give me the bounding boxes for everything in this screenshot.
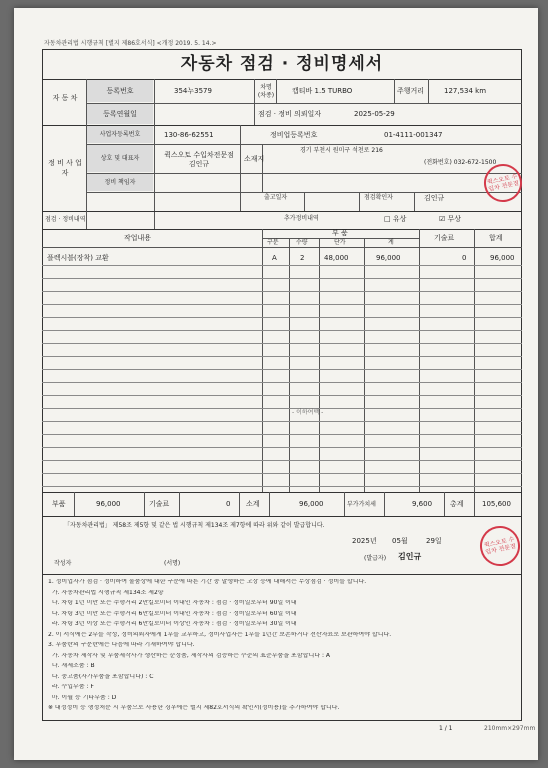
odometer-value: 127,534 km bbox=[444, 87, 487, 95]
bizno-value: 130-86-62551 bbox=[164, 131, 214, 139]
total-parts-label: 부품 bbox=[52, 500, 66, 508]
col-parts: 부 품 bbox=[332, 229, 348, 237]
table-row-line bbox=[42, 382, 522, 383]
company-seal-top: 퀵스오토 수입차 전문점 bbox=[480, 160, 525, 205]
inspect-date-value: 2025-05-29 bbox=[354, 110, 395, 118]
note-line: 나. 차령 1년 미만 또는 주행거리 2만킬로미터 이내인 자동차 : 점검 · 정비일로부터 90일 이내 bbox=[48, 600, 297, 606]
table-row-line bbox=[42, 265, 522, 266]
grand-total-value: 105,600 bbox=[482, 500, 511, 508]
table-row-line bbox=[42, 486, 522, 487]
table-row-line bbox=[42, 291, 522, 292]
company-seal-bottom: 퀵스오토 수입차 전문점 bbox=[476, 522, 523, 569]
table-row-line bbox=[42, 421, 522, 422]
plate-value: 354누3579 bbox=[174, 87, 212, 95]
col-class: 구분 bbox=[267, 239, 279, 246]
out-date-label: 출고일자 bbox=[264, 194, 288, 201]
issuer-name: 김인규 bbox=[398, 552, 422, 561]
table-row-line bbox=[42, 395, 522, 396]
table-row-line bbox=[42, 473, 522, 474]
model-label: 차명 (차종) bbox=[257, 84, 275, 99]
address-value: 경기 부천시 원미구 석천로 216 bbox=[300, 147, 383, 154]
declaration-text: 「자동차관리법」 제58조 제5항 및 같은 법 시행규칙 제134조 제7항에 따라 위와 같이 발급합니다. bbox=[64, 522, 325, 529]
bizno-label: 사업자등록번호 bbox=[87, 126, 153, 143]
manager-label: 정비 책임자 bbox=[87, 174, 153, 191]
note-line: 다. 차령 3년 미만 또는 주행거리 6만킬로미터 이내인 자동차 : 점검 · 정비일로부터 60일 이내 bbox=[48, 610, 297, 617]
plate-label: 등록번호 bbox=[87, 80, 153, 102]
issue-month: 05월 bbox=[392, 537, 408, 545]
row-labor: 0 bbox=[462, 254, 467, 262]
col-amount: 계 bbox=[388, 239, 394, 246]
odometer-label: 주행거리 bbox=[397, 87, 425, 95]
reg-date-label: 등록연월일 bbox=[87, 104, 153, 124]
shop-section-label: 정 비 사 업 자 bbox=[48, 159, 82, 177]
note-line: 나. 재제조품 : B bbox=[48, 663, 95, 669]
row-amount: 96,000 bbox=[376, 254, 401, 262]
paper-size: 210mm×297mm bbox=[484, 725, 536, 732]
row-work: 플렉시블(장착) 교환 bbox=[47, 254, 109, 262]
company-value: 퀵스오토 수입차전문점 김인규 bbox=[164, 151, 234, 168]
note-line: 마. 이월 등 기타부품 : D bbox=[48, 694, 117, 701]
note-line: 가. 자동차관리법 시행규칙 제134조 제2항 bbox=[48, 589, 164, 596]
vat-value: 9,600 bbox=[412, 500, 433, 508]
subtotal-value: 96,000 bbox=[299, 500, 324, 508]
table-row-line bbox=[42, 460, 522, 461]
table-row-line bbox=[42, 278, 522, 279]
repair-no-value: 01-4111-001347 bbox=[384, 131, 443, 139]
col-unit: 단가 bbox=[334, 239, 346, 246]
document-page bbox=[14, 8, 538, 760]
note-line: 라. 차령 3년 이상 또는 주행거리 6만킬로미터 이상인 자동차 : 점검 · 정비일로부터 30일 이내 bbox=[48, 621, 297, 627]
page-title: 자동차 점검 · 정비명세서 bbox=[180, 54, 384, 74]
col-qty: 수량 bbox=[296, 239, 308, 246]
company-label: 상호 및 대표자 bbox=[87, 145, 153, 172]
table-row-line bbox=[42, 369, 522, 370]
model-value: 캡티바 1.5 TURBO bbox=[292, 87, 353, 95]
table-row-line bbox=[42, 304, 522, 305]
note-line: 2. 이 서식에는 2부를 작성, 정비의뢰자에게 1부를 교부하고, 정비사업자는 1부를 1년간 보존하거나 전산자료로 보관하여야 합니다. bbox=[48, 631, 392, 638]
extra-note-label: 추가정비내역 bbox=[284, 215, 319, 222]
col-labor: 기술료 bbox=[434, 234, 455, 242]
col-total: 합계 bbox=[489, 234, 503, 242]
table-row-line bbox=[42, 317, 522, 318]
vehicle-section-label: 자 동 차 bbox=[52, 94, 78, 102]
form-code: 자동차관리법 시행규칙 [별지 제86호서식] <개정 2019. 5. 14.> bbox=[44, 40, 217, 47]
table-row-line bbox=[42, 356, 522, 357]
note-line: 1. 정비업자가 점검 · 정비하여 물품상에 대한 구분에 따른 기간 중 발생하는 고장 등에 대해서는 무상점검 · 정비를 합니다. bbox=[48, 579, 367, 585]
subtotal-label: 소계 bbox=[246, 500, 260, 508]
row-qty: 2 bbox=[300, 254, 305, 262]
table-row-line bbox=[42, 434, 522, 435]
grand-total-label: 총계 bbox=[450, 500, 464, 508]
method-label: 점검 · 정비내역 bbox=[45, 216, 86, 223]
total-parts-value: 96,000 bbox=[96, 500, 121, 508]
table-row-line bbox=[42, 447, 522, 448]
total-labor-label: 기술료 bbox=[149, 500, 170, 508]
note-line: 라. 수입부품 : F bbox=[48, 684, 94, 690]
note-line: 가. 자동차 제작사 및 부품제작사가 생산하는 순정품, 제작사의 검증하는 수준의 표준부품을 포함합니다 : A bbox=[48, 652, 330, 659]
table-row-line bbox=[42, 343, 522, 344]
issuer-label: (발급자) bbox=[364, 555, 387, 562]
paid-option: □ 유상 bbox=[384, 215, 407, 223]
phone-value: (전화번호) 032-672-1500 bbox=[424, 159, 497, 166]
empty-marker: - 이하여백 - bbox=[292, 409, 324, 416]
writer-label: 작성자 bbox=[54, 560, 72, 567]
inspect-date-label: 점검 · 정비 의뢰일자 bbox=[258, 110, 321, 118]
free-option: ☑ 무상 bbox=[439, 215, 462, 223]
confirm-label: 점검확인자 bbox=[364, 194, 393, 201]
total-labor-value: 0 bbox=[226, 500, 231, 508]
page-number: 1 / 1 bbox=[439, 725, 453, 732]
note-line: ※ 대정정비 등 행정처분 시 부품으로 사용한 경우에는 별지 제82호서식의 확인서(정비용)를 추가하여야 합니다. bbox=[48, 705, 340, 711]
vat-label: 부가가치세 bbox=[347, 501, 376, 508]
issue-year: 2025년 bbox=[352, 537, 377, 545]
row-total: 96,000 bbox=[490, 254, 515, 262]
table-row-line bbox=[42, 330, 522, 331]
writer-sign-label: (서명) bbox=[164, 560, 181, 567]
address-label: 소재지 bbox=[244, 155, 265, 163]
row-class: A bbox=[272, 254, 277, 262]
table-row-line bbox=[42, 408, 522, 409]
repair-no-label: 정비업등록번호 bbox=[270, 131, 318, 139]
row-unit: 48,000 bbox=[324, 254, 349, 262]
note-line: 3. 부품란의 구분란에는 다음에 따라 기재하여야 합니다. bbox=[48, 642, 195, 648]
note-line: 다. 중고품(자가부품을 포함합니다) : C bbox=[48, 673, 154, 680]
col-work: 작업내용 bbox=[124, 234, 152, 242]
confirmer-value: 김인규 bbox=[424, 194, 445, 202]
issue-day: 29일 bbox=[426, 537, 442, 545]
